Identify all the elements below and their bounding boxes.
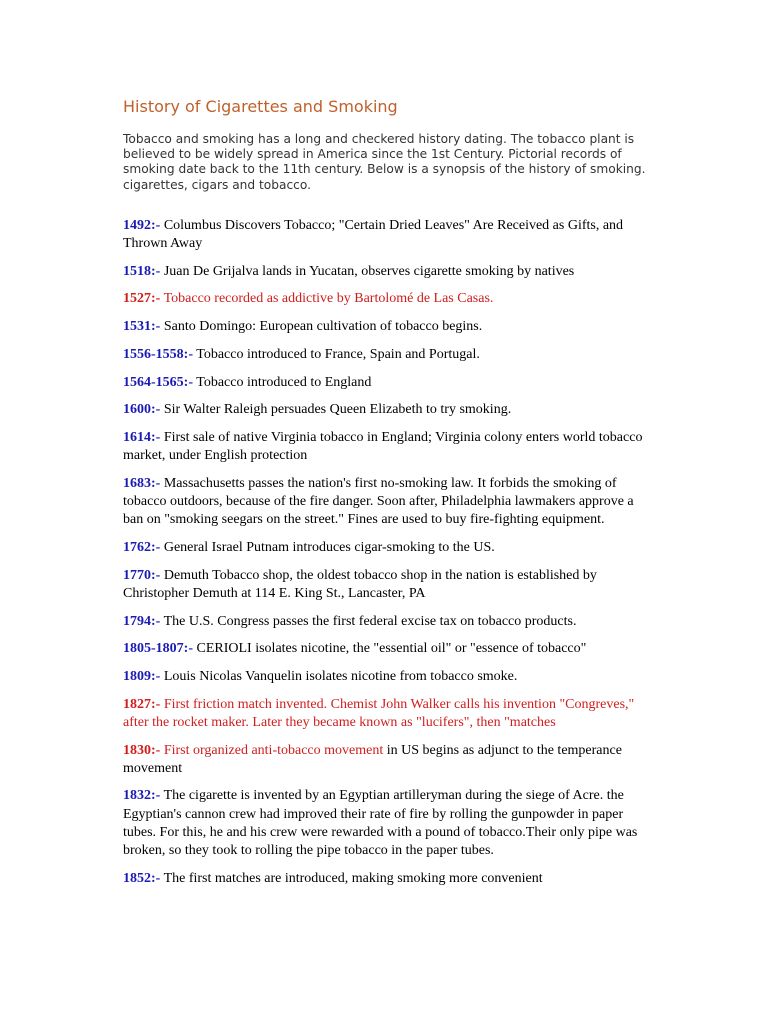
entry-year: 1518:-: [123, 263, 161, 279]
entry-text: Demuth Tobacco shop, the oldest tobacco shop in the nation is established by Christopher Demuth at 114 E. King St., Lancaster, PA: [123, 567, 597, 601]
timeline-list: [123, 217, 648, 888]
entry-year: 1527:-: [123, 291, 161, 307]
entry-year: 1492:-: [123, 217, 161, 233]
timeline-entry-1492: [123, 217, 648, 253]
entry-text: First sale of native Virginia tobacco in England; Virginia colony enters world tobacco market, under English protection: [123, 429, 643, 464]
timeline-entry-1531: [123, 318, 648, 336]
timeline-entry-1852: [123, 870, 648, 888]
timeline-entry-1794: [123, 613, 648, 631]
entry-text: Columbus Discovers Tobacco; "Certain Dried Leaves" Are Received as Gifts, and Thrown Away: [123, 217, 624, 252]
timeline-entry-1527: [123, 290, 648, 308]
entry-year: 1556-1558:-: [123, 346, 193, 362]
timeline-entry-1770: [123, 567, 648, 603]
intro-paragraph: Tobacco and smoking has a long and checkered history dating. The tobacco plant is believed to be widely spread in America since the 1st Century. Pictorial records of smoking date back to the 11th century. Below is a synopsis of the history of smoking. cigarettes, cigars and tobacco.: [123, 132, 646, 192]
timeline-entry-1762: [123, 539, 648, 557]
timeline-entry-1827: [123, 696, 648, 732]
entry-text: The cigarette is invented by an Egyptian artilleryman during the siege of Acre. the Egyptian's cannon crew had improved their rate of fire by rolling the gunpowder in paper tubes. For this, he and his crew were rewarded with a pound of tobacco.Their only pipe was broken, so they took to rolling the pipe tobacco in the paper tubes.: [123, 788, 638, 859]
entry-text: The U.S. Congress passes the first federal excise tax on tobacco products.: [160, 613, 577, 629]
timeline-entry-1518: [123, 263, 648, 281]
timeline-entry-1556: [123, 346, 648, 364]
entry-text-highlight: First organized anti-tobacco movement: [160, 742, 384, 758]
timeline-entry-1614: [123, 429, 648, 465]
timeline-entry-1600: [123, 401, 648, 419]
entry-text: The first matches are introduced, making smoking more convenient: [160, 870, 543, 886]
entry-text: Louis Nicolas Vanquelin isolates nicotine from tobacco smoke.: [160, 668, 518, 684]
page-title: History of Cigarettes and Smoking: [123, 97, 398, 116]
entry-text: Juan De Grijalva lands in Yucatan, observes cigarette smoking by natives: [160, 263, 575, 279]
entry-text: First friction match invented. Chemist John Walker calls his invention "Congreves," after the rocket maker. Later they became known as "lucifers", then "matches: [123, 696, 635, 730]
entry-year: 1827:-: [123, 696, 161, 712]
entry-year: 1762:-: [123, 539, 161, 555]
entry-text: Santo Domingo: European cultivation of tobacco begins.: [160, 319, 483, 335]
timeline-entry-1809: [123, 668, 648, 686]
entry-text: General Israel Putnam introduces cigar-smoking to the US.: [160, 539, 495, 555]
entry-text: Tobacco recorded as addictive by Bartolomé de Las Casas.: [160, 291, 494, 307]
entry-year: 1531:-: [123, 319, 161, 335]
timeline-entry-1564: [123, 374, 648, 392]
timeline-entry-1683: [123, 475, 648, 530]
entry-year: 1770:-: [123, 567, 161, 583]
entry-text: Sir Walter Raleigh persuades Queen Elizabeth to try smoking.: [160, 402, 512, 418]
entry-text: in US begins as adjunct to the temperance movement: [123, 742, 622, 776]
entry-year: 1809:-: [123, 668, 161, 684]
entry-year: 1832:-: [123, 788, 161, 804]
entry-year: 1830:-: [123, 742, 161, 758]
entry-year: 1805-1807:-: [123, 641, 193, 657]
entry-text: CERIOLI isolates nicotine, the "essential oil" or "essence of tobacco": [193, 641, 587, 657]
entry-text: Tobacco introduced to France, Spain and Portugal.: [193, 346, 480, 362]
entry-year: 1794:-: [123, 613, 161, 629]
entry-text: Tobacco introduced to England: [193, 374, 372, 390]
entry-year: 1852:-: [123, 870, 161, 886]
entry-year: 1564-1565:-: [123, 374, 193, 390]
entry-year: 1683:-: [123, 475, 161, 491]
timeline-entry-1832: [123, 787, 648, 860]
entry-text: Massachusetts passes the nation's first no-smoking law. It forbids the smoking of tobacco outdoors, because of the fire danger. Soon after, Philadelphia lawmakers approve a ban on "smoking seegars on the street." Fines are used to buy fire-fighting equipment.: [123, 475, 634, 528]
entry-year: 1600:-: [123, 402, 161, 418]
entry-year: 1614:-: [123, 429, 161, 445]
timeline-entry-1830: [123, 742, 648, 778]
timeline-entry-1805: [123, 640, 648, 658]
